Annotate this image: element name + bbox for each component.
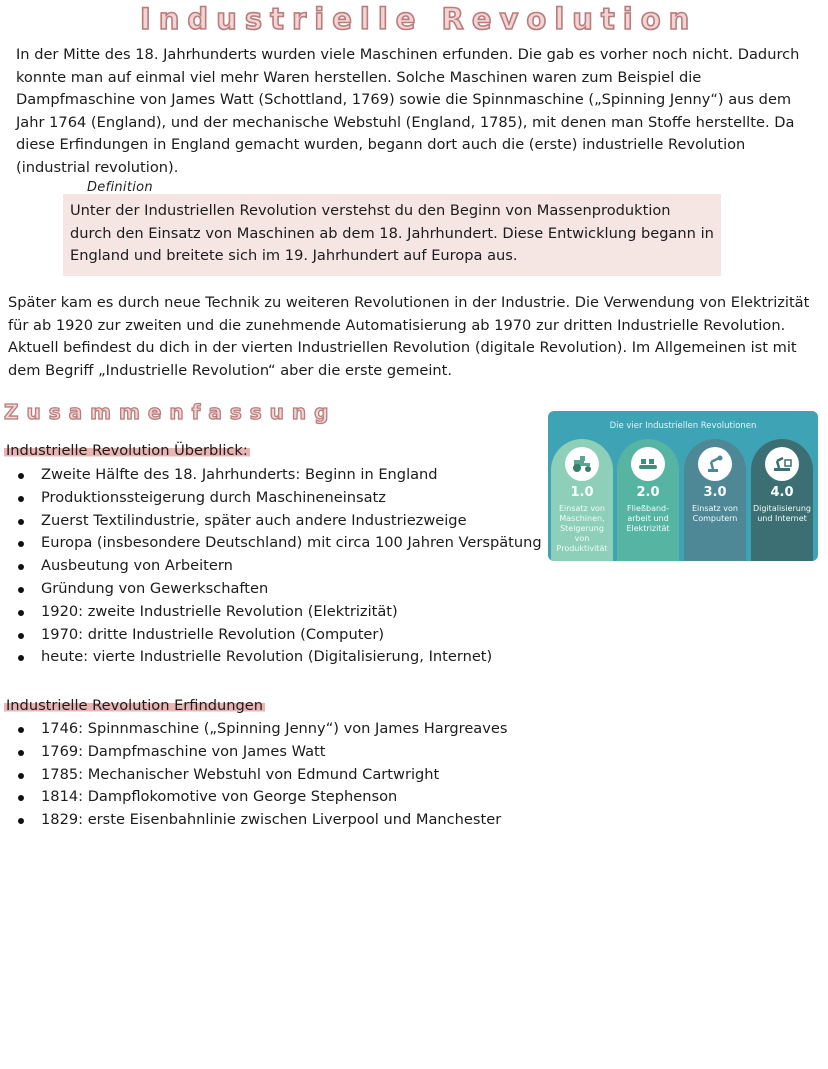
- revolution-number: 2.0: [636, 485, 660, 500]
- intro-paragraph: In der Mitte des 18. Jahrhunderts wurden viele Maschinen erfunden. Die gab es vorher noch nicht. Dadurch konnte man auf einmal viel mehr Waren herstellen. Solche Maschinen waren zum Beispiel die Dampfmaschine von James Watt (Schottland, 1769) sowie die Spinnmaschine („Spinning Jenny“) aus dem Jahr 1764 (England), und der mechanische Webstuhl (England, 1785), mit denen man Stoffe herstellte. Da diese Erfindungen in England gemacht wurden, begann dort auch die (erste) industrielle Revolution (industrial revolution).: [16, 46, 800, 176]
- revolution-column-2: [617, 439, 679, 561]
- definition-label: Definition: [87, 180, 153, 195]
- list-item: Produktionssteigerung durch Maschineneinsatz: [14, 487, 542, 510]
- list-item: Ausbeutung von Arbeitern: [14, 555, 542, 578]
- list-item: 1769: Dampfmaschine von James Watt: [14, 741, 507, 764]
- list-item: 1746: Spinnmaschine („Spinning Jenny“) von James Hargreaves: [14, 718, 507, 741]
- conveyor-icon: [631, 447, 665, 481]
- revolution-column-1: [551, 439, 613, 561]
- page-title: Industrielle Revolution: [140, 2, 698, 36]
- revolution-number: 4.0: [770, 485, 794, 500]
- smart-factory-icon: [765, 447, 799, 481]
- summary-title: Zusammenfassung: [4, 400, 337, 424]
- revolution-description: Fließband-arbeit und Elektrizität: [626, 504, 670, 533]
- revolution-description: Einsatz von Computern: [692, 504, 738, 523]
- tractor-icon: [565, 447, 599, 481]
- overview-list: [14, 464, 542, 669]
- revolution-description: Digitalisierung und Internet: [753, 504, 811, 523]
- revolution-column-3: [684, 439, 746, 561]
- revolution-number: 1.0: [570, 485, 594, 500]
- list-item: heute: vierte Industrielle Revolution (Digitalisierung, Internet): [14, 646, 542, 669]
- inventions-heading: Industrielle Revolution Erfindungen: [6, 697, 263, 714]
- list-item: 1970: dritte Industrielle Revolution (Computer): [14, 624, 542, 647]
- revolution-description: Einsatz von Maschinen, Steigerung von Produktivität: [556, 504, 608, 553]
- revolution-column-4: [751, 439, 813, 561]
- definition-text: Unter der Industriellen Revolution verstehst du den Beginn von Massenproduktion durch den Einsatz von Maschinen ab dem 18. Jahrhundert. Diese Entwicklung begann in England und breitete sich im 19. Jahrhundert auf Europa aus.: [70, 202, 714, 264]
- list-item: Europa (insbesondere Deutschland) mit circa 100 Jahren Verspätung: [14, 532, 542, 555]
- revolution-number: 3.0: [703, 485, 727, 500]
- inventions-list: [14, 718, 507, 832]
- overview-heading: Industrielle Revolution Überblick:: [6, 442, 248, 459]
- list-item: Zuerst Textilindustrie, später auch andere Industriezweige: [14, 510, 542, 533]
- list-item: 1785: Mechanischer Webstuhl von Edmund Cartwright: [14, 764, 507, 787]
- later-revolutions-paragraph: Später kam es durch neue Technik zu weiteren Revolutionen in der Industrie. Die Verwendung von Elektrizität für ab 1920 zur zweiten und die zunehmende Automatisierung ab 1970 zur dritten Industrielle Revolution. Aktuell befindest du dich in der vierten Industriellen Revolution (digitale Revolution). Im Allgemeinen ist mit dem Begriff „Industrielle Revolution“ aber die erste gemeint.: [8, 294, 810, 379]
- list-item: 1829: erste Eisenbahnlinie zwischen Liverpool und Manchester: [14, 809, 507, 832]
- list-item: 1920: zweite Industrielle Revolution (Elektrizität): [14, 601, 542, 624]
- robot-arm-icon: [698, 447, 732, 481]
- infographic-title: Die vier Industriellen Revolutionen: [609, 421, 757, 431]
- list-item: Gründung von Gewerkschaften: [14, 578, 542, 601]
- list-item: 1814: Dampflokomotive von George Stephenson: [14, 786, 507, 809]
- revolutions-infographic: [548, 411, 818, 561]
- list-item: Zweite Hälfte des 18. Jahrhunderts: Beginn in England: [14, 464, 542, 487]
